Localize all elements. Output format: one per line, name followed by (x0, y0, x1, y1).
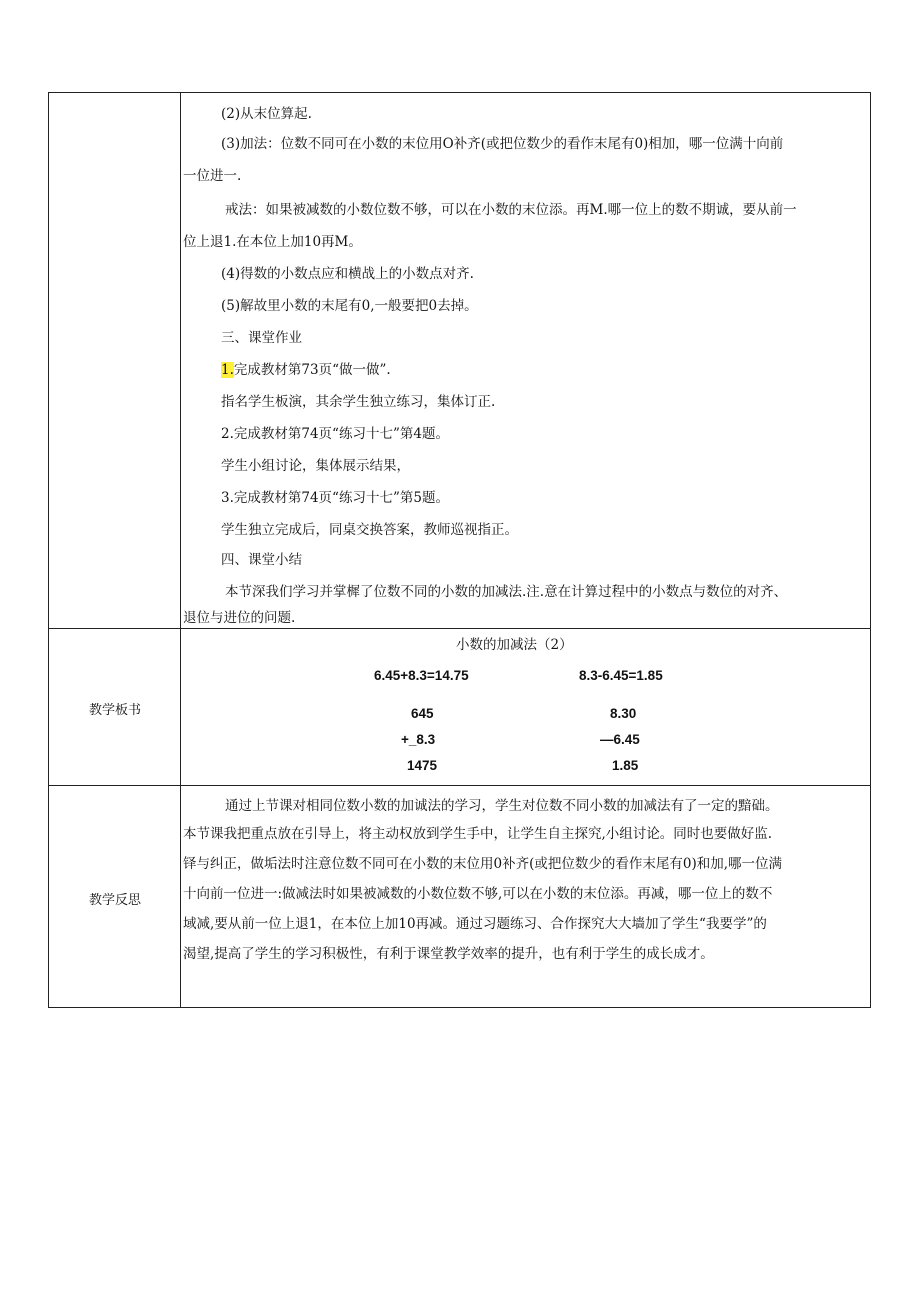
board-section (181, 628, 870, 785)
reflection-line: 通过上节课对相同位数小数的加诚法的学习，学生对位数不同小数的加减法有了一定的黯础。 (225, 798, 779, 814)
process-line: 退位与进位的问题. (183, 610, 296, 626)
board-title: 小数的加减法（2） (456, 637, 573, 653)
vertical-calc-sub: 8.30 (610, 706, 637, 721)
reflection-line: 渴望,提高了学生的学习积极性，有利于课堂教学效率的提升，也有利于学生的成长成才。 (183, 946, 714, 962)
homework-item: 1.完成教材第73页“做一做”. (221, 362, 391, 378)
process-line: (4)得数的小数点应和横战上的小数点对齐. (221, 266, 474, 282)
reflection-section (181, 785, 870, 1009)
process-line: 学生小组讨论，集体展示结果， (221, 458, 410, 474)
process-line: 本节深我们学习并掌樨了位数不同的小数的加减法.注.意在计算过程中的小数点与数位的对齐、 (225, 584, 788, 600)
reflection-label: 教学反思 (88, 893, 141, 908)
homework-item: 2.完成教材第74页“练习十七”第4题。 (221, 426, 449, 442)
equation-add: 6.45+8.3=14.75 (374, 668, 469, 683)
reflection-line: 铎与纠正，做垢法时注意位数不同可在小数的末位用0补齐(或把位数少的看作末尾有0)和加,哪一位满 (183, 856, 783, 872)
process-line: (3)加法：位数不同可在小数的末位用O补齐(或把位数少的看作末尾有0)相加，哪一位满十向前 (221, 136, 784, 152)
board-label: 教学板书 (88, 703, 141, 718)
reflection-line: 域减,要从前一位上退1，在本位上加10再减。通过习题练习、合作探究大大墙加了学生“我要学”的 (183, 916, 767, 932)
process-section (181, 93, 870, 628)
homework-item: 3.完成教材第74页“练习十七”第5题。 (221, 490, 449, 506)
vertical-calc-add: +_8.3 (401, 732, 436, 747)
lesson-table (48, 92, 871, 1008)
vertical-calc-add: 645 (411, 706, 434, 721)
reflection-line: 十向前一位进一:做减法时如果被减数的小数位数不够,可以在小数的末位添。再减，哪一位上的数不 (183, 886, 773, 902)
equation-sub: 8.3-6.45=1.85 (579, 668, 663, 683)
vertical-calc-sub: 1.85 (612, 758, 639, 773)
reflection-line: 本节课我把重点放在引导上，将主动权放到学生手中，让学生自主探究,小组讨论。同时也要做好监. (183, 826, 773, 842)
process-line: 一位进一. (183, 168, 242, 184)
section-heading: 四、课堂小结 (221, 552, 302, 568)
process-line: 位上退1.在本位上加10再M。 (183, 234, 362, 250)
vertical-calc-sub: —6.45 (600, 732, 640, 747)
label-column (49, 93, 181, 1007)
highlight-mark: 1. (221, 362, 234, 378)
vertical-calc-add: 1475 (407, 758, 438, 773)
process-line: 指名学生板演，其余学生独立练习，集体订正. (221, 394, 496, 410)
process-line: 学生独立完成后，同桌交换答案，教师巡视指正。 (221, 522, 518, 538)
process-line: 戒法：如果被减数的小数位数不够，可以在小数的末位添。再M.哪一位上的数不期诚，要从前一 (225, 202, 797, 218)
section-heading: 三、课堂作业 (221, 330, 302, 346)
process-line: (2)从末位算起. (221, 106, 312, 122)
process-line: (5)解故里小数的末尾有0,一般要把0去掉。 (221, 298, 478, 314)
